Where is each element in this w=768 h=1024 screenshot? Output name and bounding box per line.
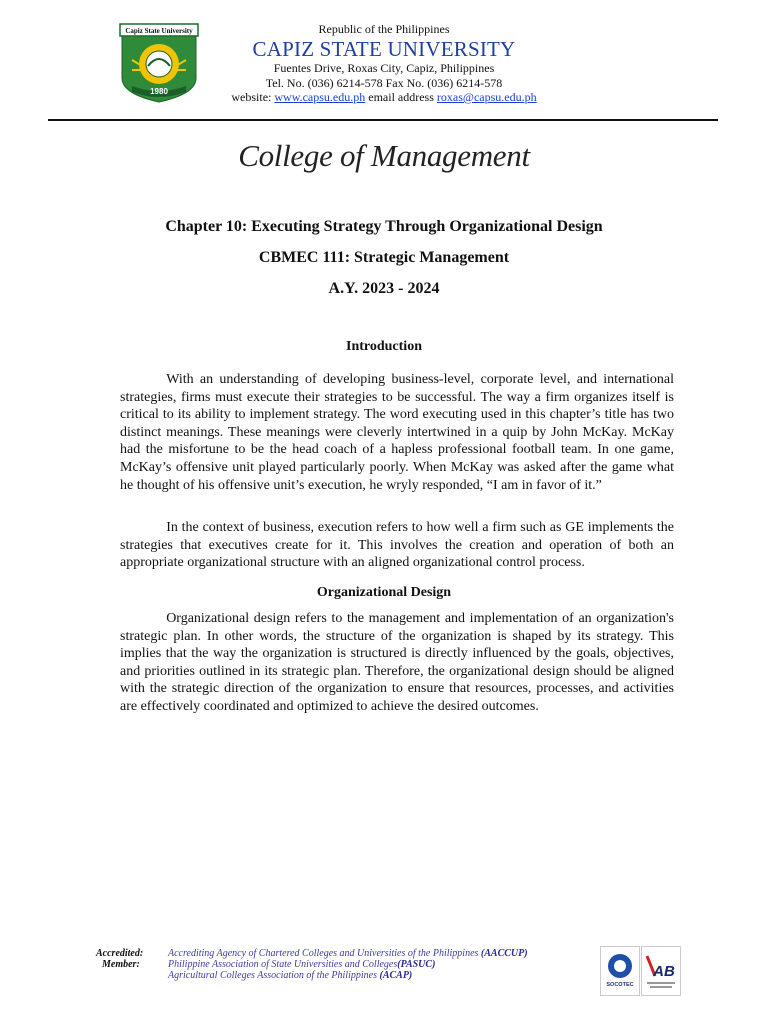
website-label: website: — [231, 90, 272, 104]
logo-text: Capiz State University — [125, 27, 193, 35]
footer-org-pasuc — [168, 959, 528, 970]
badge-label: SOCOTEC — [606, 982, 634, 988]
org-abbr: (PASUC) — [397, 959, 436, 970]
paragraph-text: Organizational design refers to the management and implementation of an organization's strategic plan. In other words, the structure of the organization is shaped by its strategy. This implies that the way the organization is structured is directly influenced by the goals, objectives, and priorities outlined in its strategic plan. Therefore, the organizational design should be aligned with the strategic direction of the organization to ensure that resources, processes, and activities are effectively coordinated and optimized to achieve the desired outcomes. — [120, 611, 674, 714]
organizational-design-paragraph — [120, 610, 674, 716]
university-contacts — [200, 91, 568, 105]
email-label: email address — [368, 90, 434, 104]
accredited-label: Accredited: — [96, 948, 144, 959]
footer-org-acap — [168, 970, 528, 981]
introduction-paragraph-1 — [120, 371, 674, 494]
org-name: Philippine Association of State Universities and Colleges — [168, 959, 398, 970]
organizational-design-heading: Organizational Design — [316, 585, 452, 600]
university-name: CAPIZ STATE UNIVERSITY — [252, 37, 516, 61]
university-address: Fuentes Drive, Roxas City, Capiz, Philippines — [273, 61, 495, 75]
badge-label: AB — [653, 963, 675, 980]
header-divider — [48, 119, 718, 121]
footer-org-aaccup — [168, 948, 528, 959]
college-title: College of Management — [238, 138, 530, 173]
ab-accreditation-badge — [641, 946, 681, 996]
footer-organizations — [168, 948, 528, 981]
university-phone: Tel. No. (036) 6214-578 Fax No. (036) 6214-578 — [265, 76, 503, 90]
email-link[interactable]: roxas@capsu.edu.ph — [436, 90, 537, 104]
logo-year: 1980 — [150, 87, 168, 96]
member-label: Member: — [102, 959, 140, 970]
org-name: Accrediting Agency of Chartered Colleges and Universities of the Philippines — [168, 948, 479, 959]
socotec-certification-badge — [600, 946, 640, 996]
introduction-paragraph-2 — [120, 519, 674, 572]
republic-label: Republic of the Philippines — [318, 22, 450, 36]
paragraph-text: With an understanding of developing business-level, corporate level, and international strategies, firms must execute their strategies to be successful. The way a firm organizes itself is critical to its ability to implement strategy. The word executing used in this chapter’s title has two distinct meanings. These meanings were cleverly intertwined in a quip by John McKay. McKay had the misfortune to be the head coach of a hapless professional football team. In one game, McKay’s offensive unit played particularly poorly. When McKay was asked after the game what he thought of his offensive unit’s execution, he wryly responded, “I am in favor of it.” — [120, 372, 674, 493]
chapter-title: Chapter 10: Executing Strategy Through Organizational Design — [165, 218, 603, 235]
introduction-heading: Introduction — [346, 339, 422, 354]
org-name: Agricultural Colleges Association of the Philippines — [168, 970, 377, 981]
course-title: CBMEC 111: Strategic Management — [258, 249, 510, 266]
org-abbr: (AACCUP) — [480, 948, 528, 959]
footer-labels — [96, 948, 143, 970]
org-abbr: (ACAP) — [379, 970, 413, 981]
website-link[interactable]: www.capsu.edu.ph — [274, 90, 366, 104]
paragraph-text: In the context of business, execution refers to how well a firm such as GE implements the strategies that executives create for it. This involves the creation and operation of both an appropriate organizational structure with an aligned organizational control process. — [120, 520, 674, 571]
academic-year: A.Y. 2023 - 2024 — [328, 280, 440, 297]
university-logo — [118, 22, 200, 104]
